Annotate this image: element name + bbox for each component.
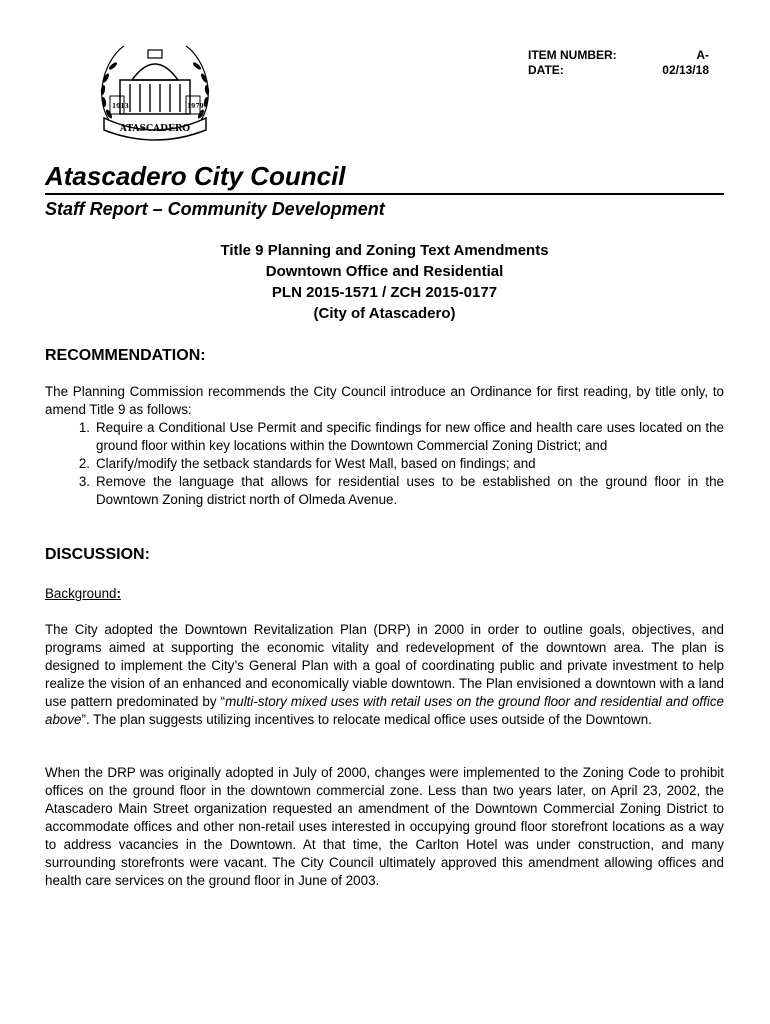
svg-text:ATASCADERO: ATASCADERO	[119, 124, 191, 134]
list-item	[45, 455, 724, 473]
report-title-line: Title 9 Planning and Zoning Text Amendments	[220, 242, 549, 259]
list-item	[45, 419, 724, 455]
report-title-line: PLN 2015-1571 / ZCH 2015-0177	[271, 284, 498, 301]
list-item	[45, 473, 724, 509]
discussion-heading: DISCUSSION:	[45, 546, 150, 563]
recommendation-intro: The Planning Commission recommends the City Council introduce an Ordinance for first reading, by title only, to amend Title 9 as follows:	[45, 384, 724, 417]
date-label: DATE:	[528, 63, 564, 77]
report-title-line: Downtown Office and Residential	[265, 263, 504, 280]
para1-quote: multi-story mixed uses with retail uses on the ground floor and residential and office above	[45, 694, 724, 727]
list-item-number: 1.	[78, 420, 90, 435]
list-item-text: Remove the language that allows for residential uses to be established on the ground floor in the Downtown Zoning district north of Olmeda Avenue.	[96, 474, 724, 507]
recommendation-list	[45, 419, 724, 509]
para1-text-b: ”. The plan suggests utilizing incentives to relocate medical office uses outside of the Downtown.	[81, 712, 652, 727]
svg-text:1979: 1979	[187, 103, 204, 110]
list-item-number: 2.	[78, 456, 90, 471]
background-paragraph-1	[45, 621, 724, 729]
report-subtitle: Staff Report – Community Development	[45, 199, 385, 219]
background-label: Background	[45, 586, 117, 601]
list-item-text: Require a Conditional Use Permit and specific findings for new office and health care uses located on the ground floor within key locations within the Downtown Commercial Zoning District; and	[96, 420, 724, 453]
list-item-number: 3.	[78, 474, 90, 489]
report-metadata	[528, 48, 709, 78]
title-divider	[45, 193, 724, 195]
list-item-text: Clarify/modify the setback standards for West Mall, based on findings; and	[96, 456, 536, 471]
city-seal-logo	[90, 38, 220, 143]
recommendation-heading: RECOMMENDATION:	[45, 347, 206, 364]
item-number-label: ITEM NUMBER:	[528, 48, 617, 62]
council-title: Atascadero City Council	[45, 161, 346, 191]
date-value: 02/13/18	[662, 63, 709, 77]
report-title-line: (City of Atascadero)	[313, 305, 456, 322]
background-subheading	[45, 585, 121, 603]
background-paragraph-2: When the DRP was originally adopted in July of 2000, changes were implemented to the Zoning Code to prohibit offices on the ground floor in the downtown commercial zone. Less than two years later, on April 23, 2002, the Atascadero Main Street organization requested an amendment of the Downtown Commercial Zoning District to accommodate offices and other non-retail uses interested in occupying ground floor storefront locations as a way to address vacancies in the Downtown. At that time, the Carlton Hotel was under construction, and many surrounding storefronts were vacant. The City Council ultimately approved this amendment allowing offices and health care services on the ground floor in June of 2003.	[45, 765, 724, 888]
report-title	[45, 240, 724, 324]
svg-text:1913: 1913	[112, 103, 129, 110]
item-number-value: A-	[696, 48, 709, 62]
background-colon: :	[116, 586, 121, 601]
para1-text-a: The City adopted the Downtown Revitalization Plan (DRP) in 2000 in order to outline goals, objectives, and programs aimed at supporting the economic vitality and redevelopment of the downtown area. The plan is designed to implement the City’s General Plan with a goal of coordinating public and private investment to help realize the vision of an enhanced and economically viable downtown. The Plan envisioned a downtown with a land use pattern predominated by “	[45, 622, 724, 709]
